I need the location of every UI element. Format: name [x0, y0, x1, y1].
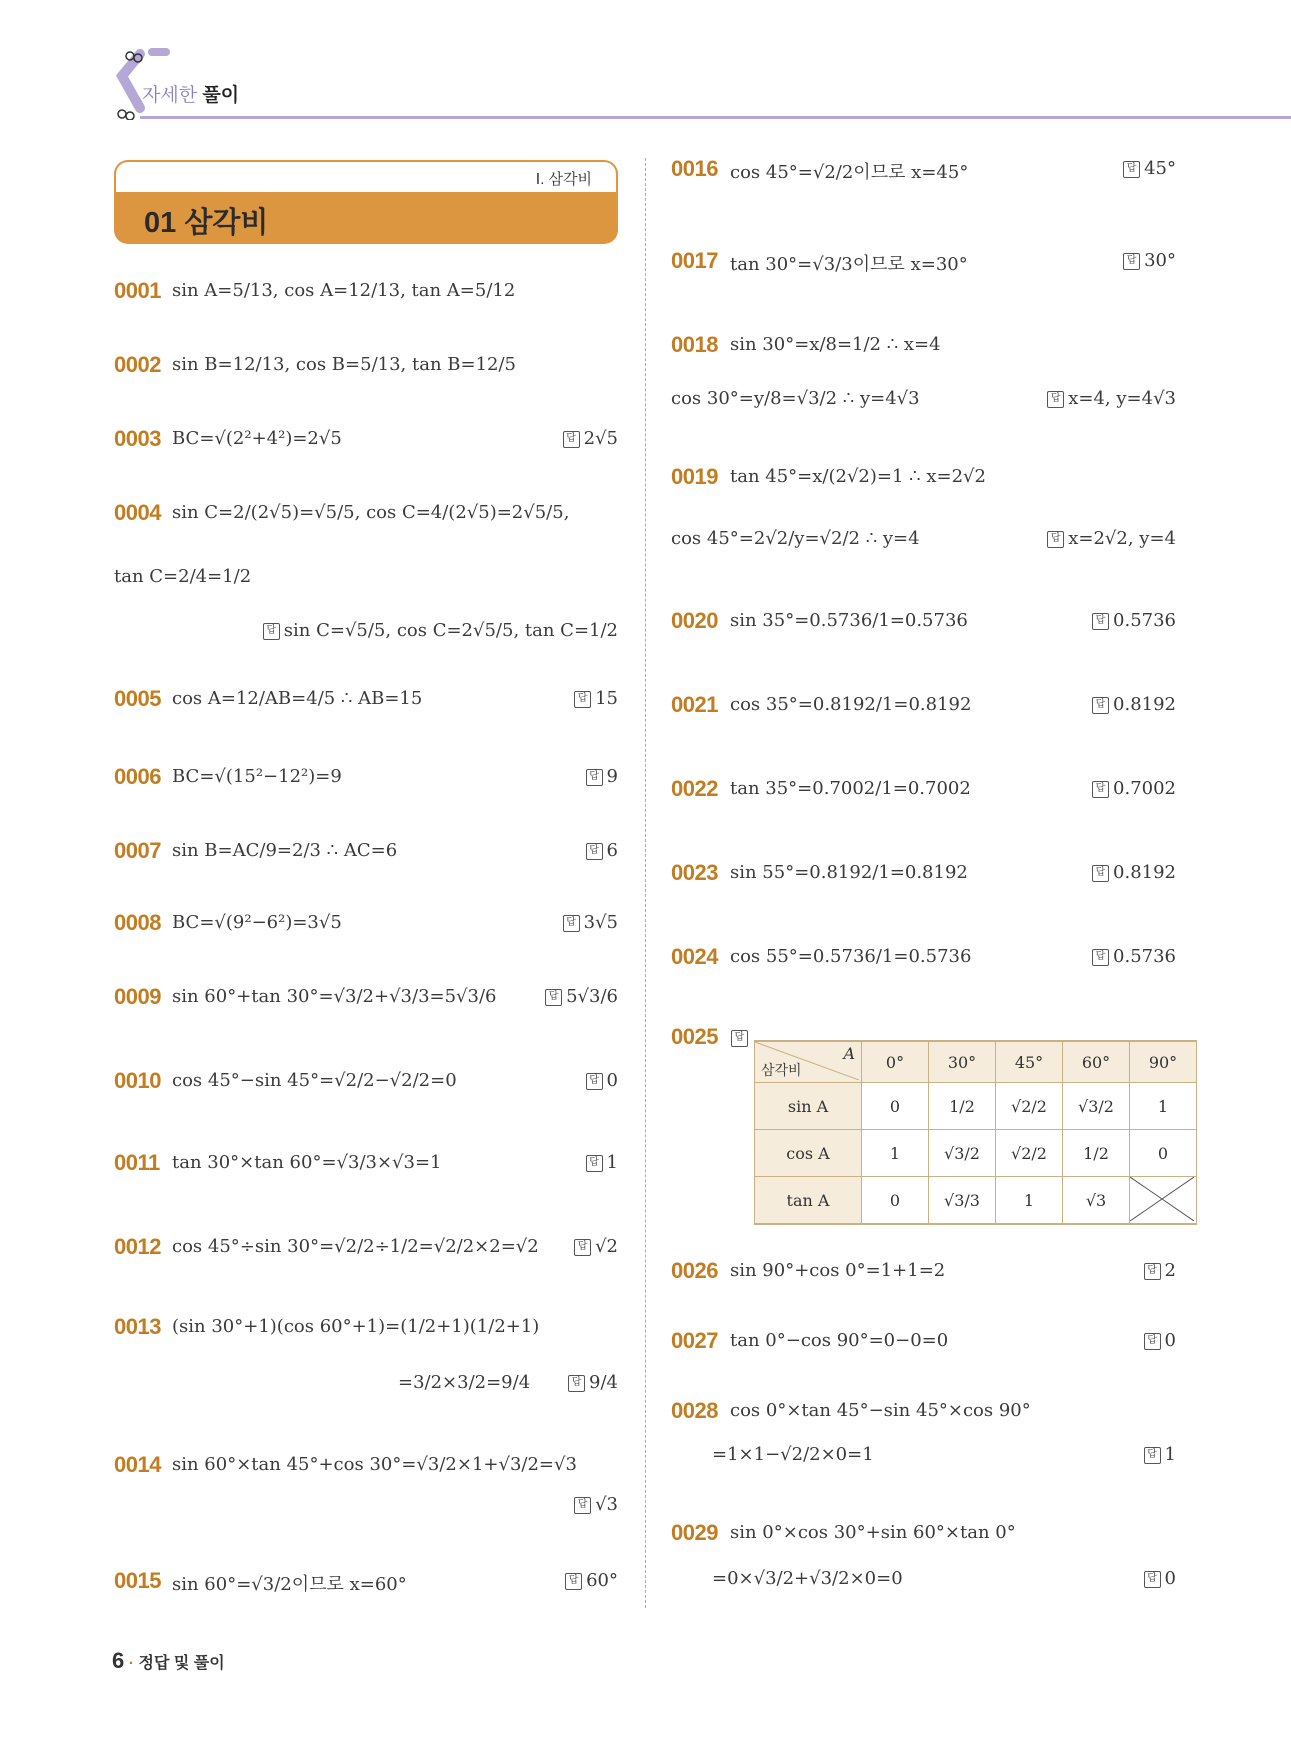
table-header-cell: 90°	[1130, 1041, 1197, 1083]
table-row	[755, 1130, 1197, 1177]
answer-icon: 답	[1092, 697, 1109, 714]
answer	[1092, 610, 1176, 631]
solution-line: cos 55°=0.5736/1=0.5736	[730, 946, 972, 967]
table-cell: 0	[862, 1083, 929, 1130]
answer-icon: 답	[586, 1155, 603, 1172]
answer-text: 1	[1164, 1444, 1176, 1465]
solution-line: sin 60°+tan 30°=√3/2+√3/3=5√3/6	[172, 986, 497, 1007]
solution-line: cos 0°×tan 45°−sin 45°×cos 90°	[730, 1400, 1031, 1421]
answer	[568, 1372, 618, 1393]
table-cell: √2/2	[996, 1130, 1063, 1177]
answer-icon: 답	[565, 1573, 582, 1590]
table-corner	[755, 1041, 862, 1083]
answer-icon: 답	[586, 1073, 603, 1090]
problem-number: 0011	[114, 1150, 160, 1175]
section-title: 01 삼각비	[144, 207, 269, 239]
row-label: tan A	[755, 1177, 862, 1225]
answer	[1144, 1444, 1176, 1465]
table-cell: 0	[862, 1177, 929, 1225]
solution-line: cos 45°÷sin 30°=√2/2÷1/2=√2/2×2=√2	[172, 1236, 539, 1257]
answer-icon: 답	[1144, 1571, 1161, 1588]
trig-table	[754, 1040, 1197, 1225]
answer-text: 1	[606, 1152, 618, 1173]
answer	[563, 428, 618, 449]
header-rule	[140, 116, 1291, 119]
table-cell: 0	[1130, 1130, 1197, 1177]
answer	[1123, 250, 1176, 271]
problem-number: 0022	[671, 776, 718, 801]
table-header-cell: 45°	[996, 1041, 1063, 1083]
answer-text: 9/4	[589, 1372, 618, 1393]
table-cell: 1	[1130, 1083, 1197, 1130]
problem-number: 0028	[671, 1398, 718, 1423]
problem-number: 0017	[671, 248, 718, 273]
answer-text: 0.8192	[1113, 862, 1176, 883]
answer-text: 0	[606, 1070, 618, 1091]
problem-number: 0004	[114, 500, 161, 525]
solution-line: sin C=2/(2√5)=√5/5, cos C=4/(2√5)=2√5/5,	[172, 502, 570, 523]
table-row	[755, 1083, 1197, 1130]
answer-icon: 답	[545, 989, 562, 1006]
section-header	[114, 160, 618, 244]
answer-icon: 답	[1123, 161, 1140, 178]
answer	[1092, 862, 1176, 883]
problem-number: 0010	[114, 1068, 161, 1093]
answer-text: 45°	[1144, 158, 1176, 179]
problem-number: 0013	[114, 1314, 161, 1339]
solution-line: sin 35°=0.5736/1=0.5736	[730, 610, 968, 631]
corner-top: A	[843, 1044, 855, 1063]
answer	[1144, 1568, 1176, 1589]
answer	[1047, 388, 1176, 409]
solution-line: tan 45°=x/(2√2)=1 ∴ x=2√2	[730, 466, 986, 487]
problem-number: 0015	[114, 1568, 161, 1593]
solution-line: sin 60°×tan 45°+cos 30°=√3/2×1+√3/2=√3	[172, 1454, 577, 1475]
row-label: sin A	[755, 1083, 862, 1130]
problem-number: 0008	[114, 910, 161, 935]
answer	[1047, 528, 1176, 549]
problem-number: 0001	[114, 278, 161, 303]
problem-number: 0016	[671, 156, 718, 181]
problem-number: 0003	[114, 426, 161, 451]
table-cell: √3/2	[1063, 1083, 1130, 1130]
table-cell: √3	[1063, 1177, 1130, 1225]
column-divider	[645, 158, 646, 1608]
section-subtitle: Ⅰ. 삼각비	[535, 171, 592, 188]
answer-text: 2	[1164, 1260, 1176, 1281]
header-title	[142, 80, 239, 107]
answer	[586, 766, 618, 787]
answer-icon: 답	[1092, 613, 1109, 630]
solution-line: sin A=5/13, cos A=12/13, tan A=5/12	[172, 280, 516, 301]
solution-line: =3/2×3/2=9/4	[398, 1372, 531, 1393]
answer-icon: 답	[1144, 1333, 1161, 1350]
answer-text: 0	[1164, 1568, 1176, 1589]
table-cell: 1	[996, 1177, 1063, 1225]
answer-icon: 답	[1123, 253, 1140, 270]
answer-icon: 답	[574, 691, 591, 708]
answer-icon: 답	[563, 431, 580, 448]
answer	[1144, 1260, 1176, 1281]
solution-line: sin 60°=√3/2이므로 x=60°	[172, 1574, 407, 1595]
table-cell: 1/2	[1063, 1130, 1130, 1177]
table-cell: √3/2	[929, 1130, 996, 1177]
answer-text: 15	[595, 688, 618, 709]
answer-icon: 답	[574, 1497, 591, 1514]
header-title-a: 자세한	[142, 85, 198, 106]
answer	[263, 620, 618, 641]
section-top	[114, 160, 618, 192]
answer-text: x=4, y=4√3	[1068, 388, 1176, 409]
answer-icon: 답	[568, 1375, 585, 1392]
solution-line: cos 45°=2√2/y=√2/2 ∴ y=4	[671, 528, 920, 549]
problem-number: 0026	[671, 1258, 718, 1283]
answer-text: 30°	[1144, 250, 1176, 271]
header-title-b: 풀이	[202, 85, 240, 106]
solution-line: =0×√3/2+√3/2×0=0	[712, 1568, 903, 1589]
problem-number: 0023	[671, 860, 718, 885]
cross-icon	[1130, 1177, 1194, 1221]
problem-number: 0025	[671, 1024, 718, 1049]
solution-line: BC=√(15²−12²)=9	[172, 766, 342, 787]
solution-line: sin 90°+cos 0°=1+1=2	[730, 1260, 946, 1281]
problem-number: 0027	[671, 1328, 718, 1353]
footer-text: 정답 및 풀이	[138, 1655, 225, 1672]
solution-line: tan C=2/4=1/2	[114, 566, 252, 587]
solution-line: sin 0°×cos 30°+sin 60°×tan 0°	[730, 1522, 1016, 1543]
answer-icon: 답	[586, 769, 603, 786]
solution-line: BC=√(2²+4²)=2√5	[172, 428, 342, 449]
answer-text: x=2√2, y=4	[1068, 528, 1176, 549]
answer-text: 0.8192	[1113, 694, 1176, 715]
problem-number: 0006	[114, 764, 161, 789]
table-cell: 1/2	[929, 1083, 996, 1130]
problem-number: 0019	[671, 464, 718, 489]
page-footer: 6 · 정답 및 풀이	[112, 1648, 225, 1673]
table-cell: 1	[862, 1130, 929, 1177]
answer	[574, 1494, 618, 1515]
answer-text: 3√5	[583, 912, 618, 933]
page-number: 6	[112, 1648, 125, 1673]
answer-icon: 답	[1144, 1447, 1161, 1464]
problem-number: 0012	[114, 1234, 161, 1259]
solution-line: (sin 30°+1)(cos 60°+1)=(1/2+1)(1/2+1)	[172, 1316, 540, 1337]
answer-text: 6	[606, 840, 618, 861]
problem-number: 0002	[114, 352, 161, 377]
answer-text: 0.5736	[1113, 610, 1176, 631]
solution-line: cos 35°=0.8192/1=0.8192	[730, 694, 972, 715]
solution-line: tan 0°−cos 90°=0−0=0	[730, 1330, 949, 1351]
corner-bottom: 삼각비	[761, 1062, 802, 1078]
answer	[545, 986, 618, 1007]
answer-icon: 답	[563, 915, 580, 932]
answer	[565, 1570, 618, 1591]
answer	[586, 840, 618, 861]
answer-text: √2	[595, 1236, 618, 1257]
solution-line: tan 35°=0.7002/1=0.7002	[730, 778, 971, 799]
solution-line: sin B=AC/9=2/3 ∴ AC=6	[172, 840, 398, 861]
solution-line: sin 55°=0.8192/1=0.8192	[730, 862, 968, 883]
problem-number: 0021	[671, 692, 718, 717]
answer-icon: 답	[1092, 949, 1109, 966]
problem-number: 0018	[671, 332, 718, 357]
answer-icon: 답	[731, 1030, 748, 1047]
solution-line: =1×1−√2/2×0=1	[712, 1444, 874, 1465]
table-header-cell: 60°	[1063, 1041, 1130, 1083]
answer	[586, 1070, 618, 1091]
answer-icon: 답	[574, 1239, 591, 1256]
answer-text: 60°	[586, 1570, 618, 1591]
table-cell-crossed	[1130, 1177, 1197, 1225]
answer	[1092, 694, 1176, 715]
problem-number: 0009	[114, 984, 161, 1009]
row-label: cos A	[755, 1130, 862, 1177]
problem-number: 0014	[114, 1452, 161, 1477]
answer	[1144, 1330, 1176, 1351]
answer-icon: 답	[1047, 391, 1064, 408]
answer-icon: 답	[1092, 781, 1109, 798]
answer	[1092, 778, 1176, 799]
table-row	[755, 1177, 1197, 1225]
answer	[563, 912, 618, 933]
problem-number: 0007	[114, 838, 161, 863]
problem-number: 0029	[671, 1520, 718, 1545]
answer-icon: 답	[1092, 865, 1109, 882]
solution-line: cos A=12/AB=4/5 ∴ AB=15	[172, 688, 423, 709]
table-cell: √3/3	[929, 1177, 996, 1225]
answer	[1092, 946, 1176, 967]
answer-text: 0	[1164, 1330, 1176, 1351]
answer-text: 9	[606, 766, 618, 787]
answer	[1123, 158, 1176, 179]
section-bar	[114, 192, 618, 244]
answer-text: 0.5736	[1113, 946, 1176, 967]
answer	[586, 1152, 618, 1173]
answer-text: 5√3/6	[566, 986, 618, 1007]
solution-line: sin 30°=x/8=1/2 ∴ x=4	[730, 334, 941, 355]
answer-icon: 답	[1047, 531, 1064, 548]
table-header-cell: 30°	[929, 1041, 996, 1083]
answer-text: √3	[595, 1494, 618, 1515]
answer-icon: 답	[263, 623, 280, 640]
problem-number: 0024	[671, 944, 718, 969]
answer	[574, 688, 618, 709]
solution-line: sin B=12/13, cos B=5/13, tan B=12/5	[172, 354, 516, 375]
table-cell: √2/2	[996, 1083, 1063, 1130]
answer	[574, 1236, 618, 1257]
problem-number: 0005	[114, 686, 161, 711]
answer-text: 2√5	[583, 428, 618, 449]
table-header-cell: 0°	[862, 1041, 929, 1083]
answer-icon: 답	[586, 843, 603, 860]
answer-text: 0.7002	[1113, 778, 1176, 799]
solution-line: cos 30°=y/8=√3/2 ∴ y=4√3	[671, 388, 920, 409]
answer-icon: 답	[1144, 1263, 1161, 1280]
solution-line: BC=√(9²−6²)=3√5	[172, 912, 342, 933]
problem-number: 0020	[671, 608, 718, 633]
answer-text: sin C=√5/5, cos C=2√5/5, tan C=1/2	[283, 620, 618, 641]
solution-line: tan 30°=√3/3이므로 x=30°	[730, 254, 968, 275]
solution-line: cos 45°−sin 45°=√2/2−√2/2=0	[172, 1070, 457, 1091]
solution-line: tan 30°×tan 60°=√3/3×√3=1	[172, 1152, 442, 1173]
solution-line: cos 45°=√2/2이므로 x=45°	[730, 162, 969, 183]
